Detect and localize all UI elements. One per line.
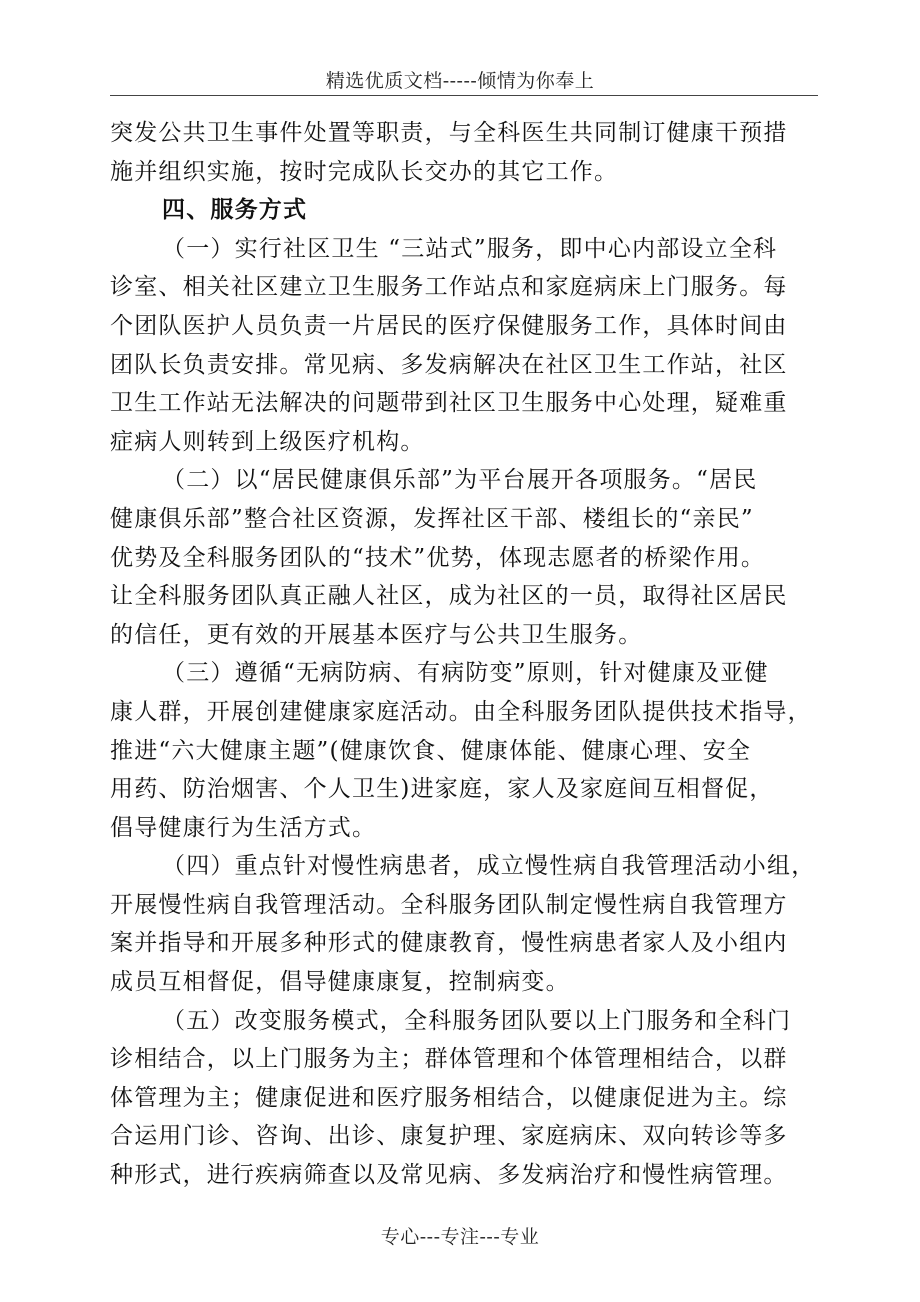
text-line: 施并组织实施，按时完成队长交办的其它工作。 [110,158,619,185]
text-line: 的信任，更有效的开展基本医疗与公共卫生服务。 [110,621,643,648]
text-line: 团队长负责安排。常见病、多发病解决在社区卫生工作站，社区 [110,351,788,378]
text-line: 合运用门诊、咨询、出诊、康复护理、家庭病床、双向转诊等多 [110,1123,788,1150]
section-heading: 四、服务方式 [162,196,308,224]
paragraph-first-line: （三）遵循“无病防病、有病防变”原则，针对健康及亚健 [162,660,769,687]
text-line: 体管理为主；健康促进和医疗服务相结合，以健康促进为主。综 [110,1084,788,1111]
paragraph-first-line: （一）实行社区卫生 “三站式”服务，即中心内部设立全科 [162,235,778,262]
text-line: 诊相结合，以上门服务为主；群体管理和个体管理相结合，以群 [110,1046,788,1073]
text-line: 突发公共卫生事件处置等职责，与全科医生共同制订健康干预措 [110,120,788,146]
paragraph-first-line: （五）改变服务模式，全科服务团队要以上门服务和全科门 [162,1007,792,1034]
text-line: 症病人则转到上级医疗机构。 [110,428,425,455]
text-line: 让全科服务团队真正融人社区，成为社区的一员，取得社区居民 [110,583,788,610]
text-line: 成员互相督促，倡导健康康复，控制病变。 [110,969,570,996]
text-line: 优势及全科服务团队的“技术”优势，体现志愿者的桥梁作用。 [110,544,766,571]
paragraph-first-line: （二）以“居民健康俱乐部”为平台展开各项服务。“居民 [162,467,758,494]
document-body [110,114,820,1195]
page-header: 精选优质文档-----倾情为你奉上 [325,70,595,92]
paragraph-first-line: （四）重点针对慢性病患者，成立慢性病自我管理活动小组， [162,853,816,880]
text-line: 用药、防治烟害、个人卫生)进家庭，家人及家庭间互相督促， [110,776,774,803]
text-line: 诊室、相关社区建立卫生服务工作站点和家庭病床上门服务。每 [110,274,788,301]
text-line: 倡导健康行为生活方式。 [110,814,377,841]
text-line: 康人群，开展创建健康家庭活动。由全科服务团队提供技术指导， [110,698,812,725]
text-line: 卫生工作站无法解决的问题带到社区卫生服务中心处理，疑难重 [110,390,788,417]
text-line: 个团队医护人员负责一片居民的医疗保健服务工作，具体时间由 [110,312,788,339]
text-line: 开展慢性病自我管理活动。全科服务团队制定慢性病自我管理方 [110,891,788,918]
text-line: 推进“六大健康主题”(健康饮食、健康体能、健康心理、安全 [110,737,752,764]
header-divider [110,95,818,96]
text-line: 案并指导和开展多种形式的健康教育，慢性病患者家人及小组内 [110,930,788,957]
text-line: 健康俱乐部”整合社区资源，发挥社区干部、楼组长的“亲民” [110,505,754,532]
page-footer: 专心---专注---专业 [380,1226,540,1248]
text-line: 种形式，进行疾病筛查以及常见病、多发病治疗和慢性病管理。 [110,1162,788,1189]
